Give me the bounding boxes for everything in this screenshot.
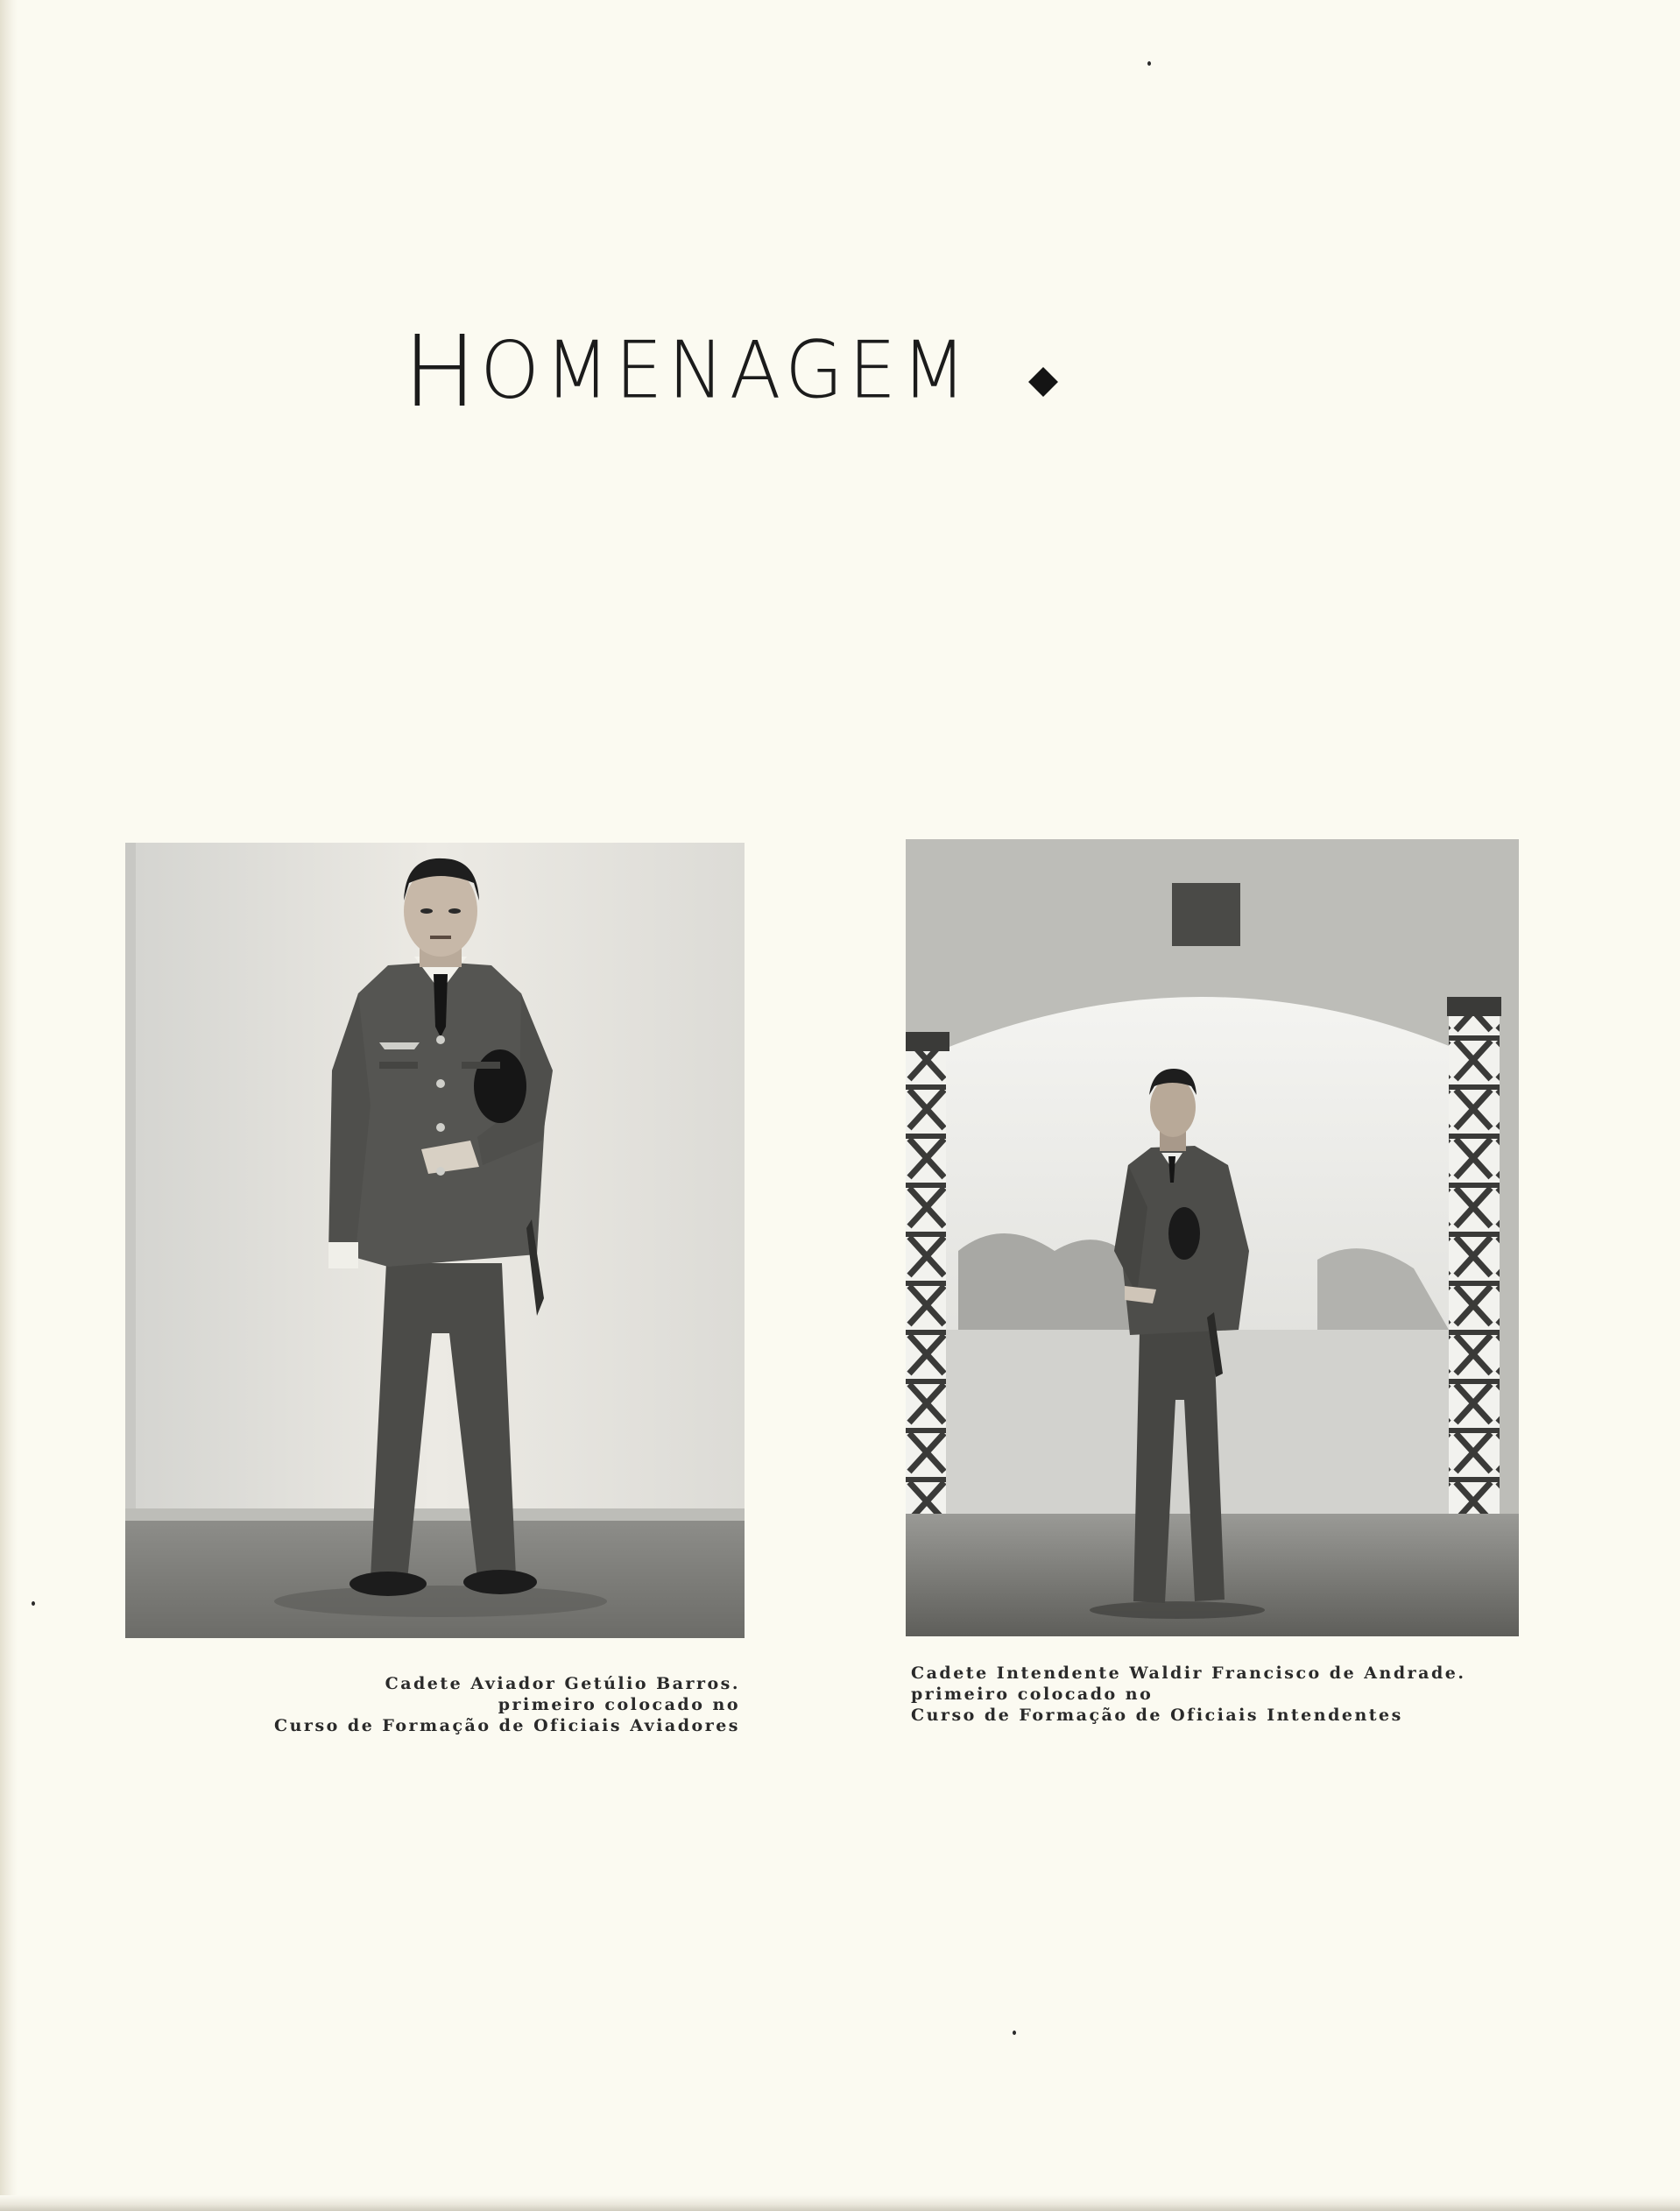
caption-line-course: Curso de Formação de Oficiais Intendentes: [911, 1706, 1403, 1725]
caption-line-course: Curso de Formação de Oficiais Aviadores: [274, 1716, 740, 1735]
page-title: [403, 315, 1104, 429]
caption-line-rank: primeiro colocado no: [498, 1695, 740, 1714]
caption-line-rank: primeiro colocado no: [911, 1685, 1154, 1704]
print-speck: [32, 1601, 35, 1606]
page-bottom-edge: [0, 2195, 1680, 2211]
diamond-icon: [1028, 367, 1058, 397]
page-title-text: OMENAGEM: [480, 324, 972, 417]
page-title-initial: H: [403, 315, 481, 429]
caption-line-name: Cadete Intendente Waldir Francisco de Andrade.: [911, 1664, 1466, 1683]
binding-edge: [0, 0, 18, 2211]
tribute-caption-intendant: [911, 1663, 1465, 1726]
tribute-caption-aviator: [274, 1673, 740, 1736]
tribute-photo-aviator: [125, 843, 745, 1638]
print-speck: [1147, 61, 1151, 66]
caption-line-name: Cadete Aviador Getúlio Barros.: [385, 1674, 740, 1693]
print-speck: [1013, 2031, 1016, 2035]
tribute-photo-intendant: [906, 839, 1519, 1636]
